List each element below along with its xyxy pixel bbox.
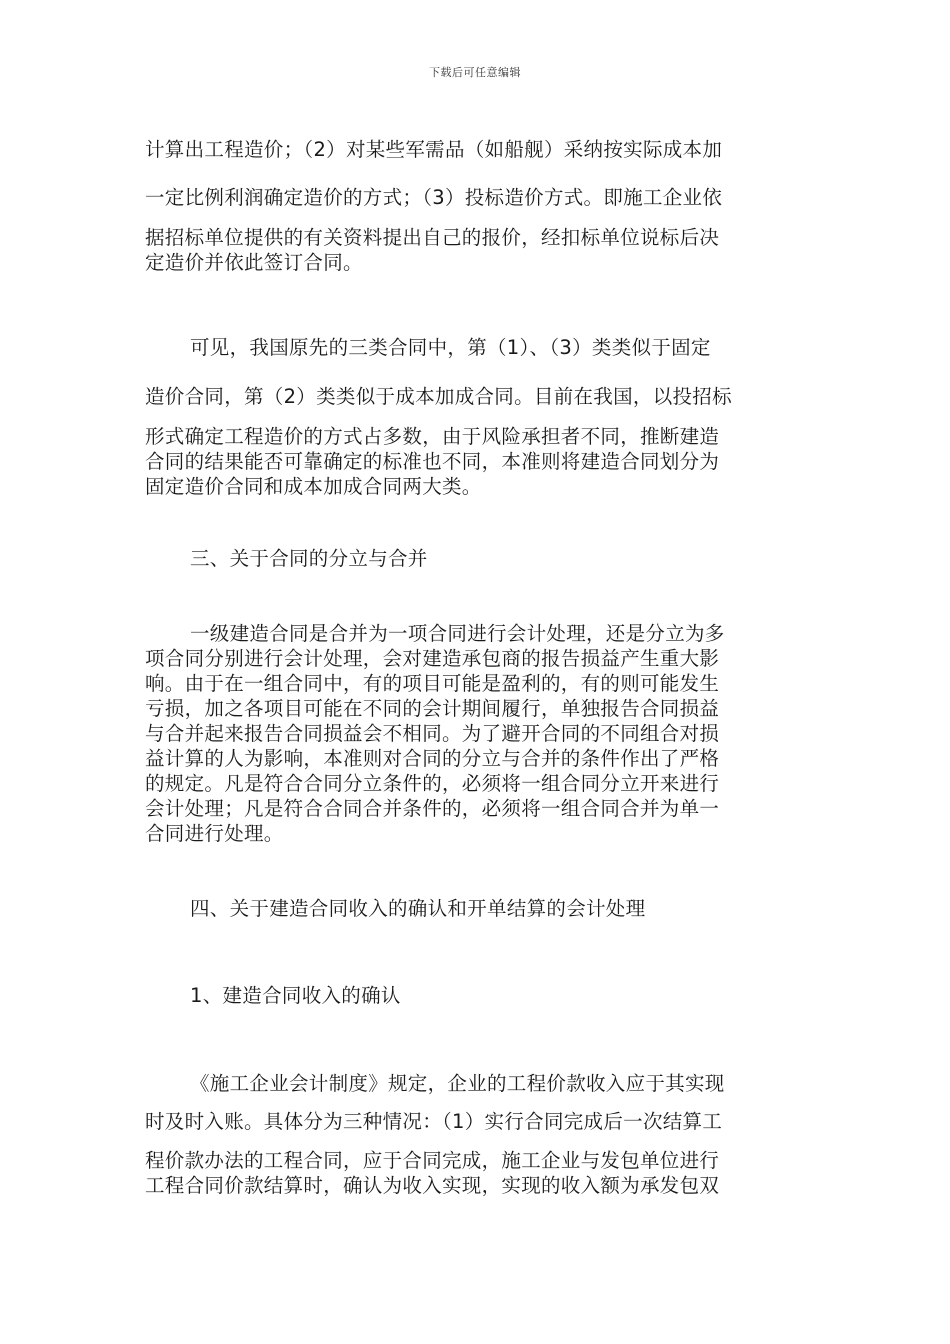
paragraph-line: 《施工企业会计制度》规定，企业的工程价款收入应于其实现 (190, 1072, 725, 1095)
paragraph-line: 造价合同，第（2）类类似于成本加成合同。目前在我国，以投招标 (145, 385, 732, 408)
subsection-heading: 1、建造合同收入的确认 (190, 984, 401, 1007)
paragraph-line: 会计处理；凡是符合合同合并条件的，必须将一组合同合并为单一 (145, 797, 720, 820)
section-heading: 三、关于合同的分立与合并 (190, 547, 428, 570)
paragraph-line: 亏损，加之各项目可能在不同的会计期间履行，单独报告合同损益 (145, 697, 720, 720)
paragraph-line: 固定造价合同和成本加成合同两大类。 (145, 475, 482, 498)
paragraph-line: 定造价并依此签订合同。 (145, 251, 363, 274)
paragraph-line: 项合同分别进行会计处理，会对建造承包商的报告损益产生重大影 (145, 647, 720, 670)
paragraph-line: 程价款办法的工程合同，应于合同完成，施工企业与发包单位进行 (145, 1149, 720, 1172)
paragraph-line: 据招标单位提供的有关资料提出自己的报价，经扣标单位说标后决 (145, 226, 720, 249)
paragraph-line: 与合并起来报告合同损益会不相同。为了避开合同的不同组合对损 (145, 722, 720, 745)
paragraph-line: 一定比例利润确定造价的方式；（3）投标造价方式。即施工企业依 (145, 186, 723, 209)
paragraph-line: 计算出工程造价；（2）对某些军需品（如船舰）采纳按实际成本加 (145, 138, 723, 161)
paragraph-line: 形式确定工程造价的方式占多数，由于风险承担者不同，推断建造 (145, 425, 720, 448)
paragraph-line: 可见，我国原先的三类合同中，第（1）、（3）类类似于固定 (190, 336, 711, 359)
paragraph-line: 工程合同价款结算时，确认为收入实现，实现的收入额为承发包双 (145, 1174, 720, 1197)
paragraph-line: 的规定。凡是符合合同分立条件的，必须将一组合同分立开来进行 (145, 772, 720, 795)
paragraph-line: 时及时入账。具体分为三种情况：（1）实行合同完成后一次结算工 (145, 1110, 723, 1133)
paragraph-line: 响。由于在一组合同中，有的项目可能是盈利的，有的则可能发生 (145, 672, 720, 695)
paragraph-line: 一级建造合同是合并为一项合同进行会计处理，还是分立为多 (190, 622, 725, 645)
paragraph-line: 合同的结果能否可靠确定的标准也不同，本准则将建造合同划分为 (145, 450, 720, 473)
page-header: 下载后可任意编辑 (429, 66, 521, 79)
paragraph-line: 益计算的人为影响，本准则对合同的分立与合并的条件作出了严格 (145, 747, 720, 770)
section-heading: 四、关于建造合同收入的确认和开单结算的会计处理 (190, 897, 646, 920)
paragraph-line: 合同进行处理。 (145, 822, 284, 845)
